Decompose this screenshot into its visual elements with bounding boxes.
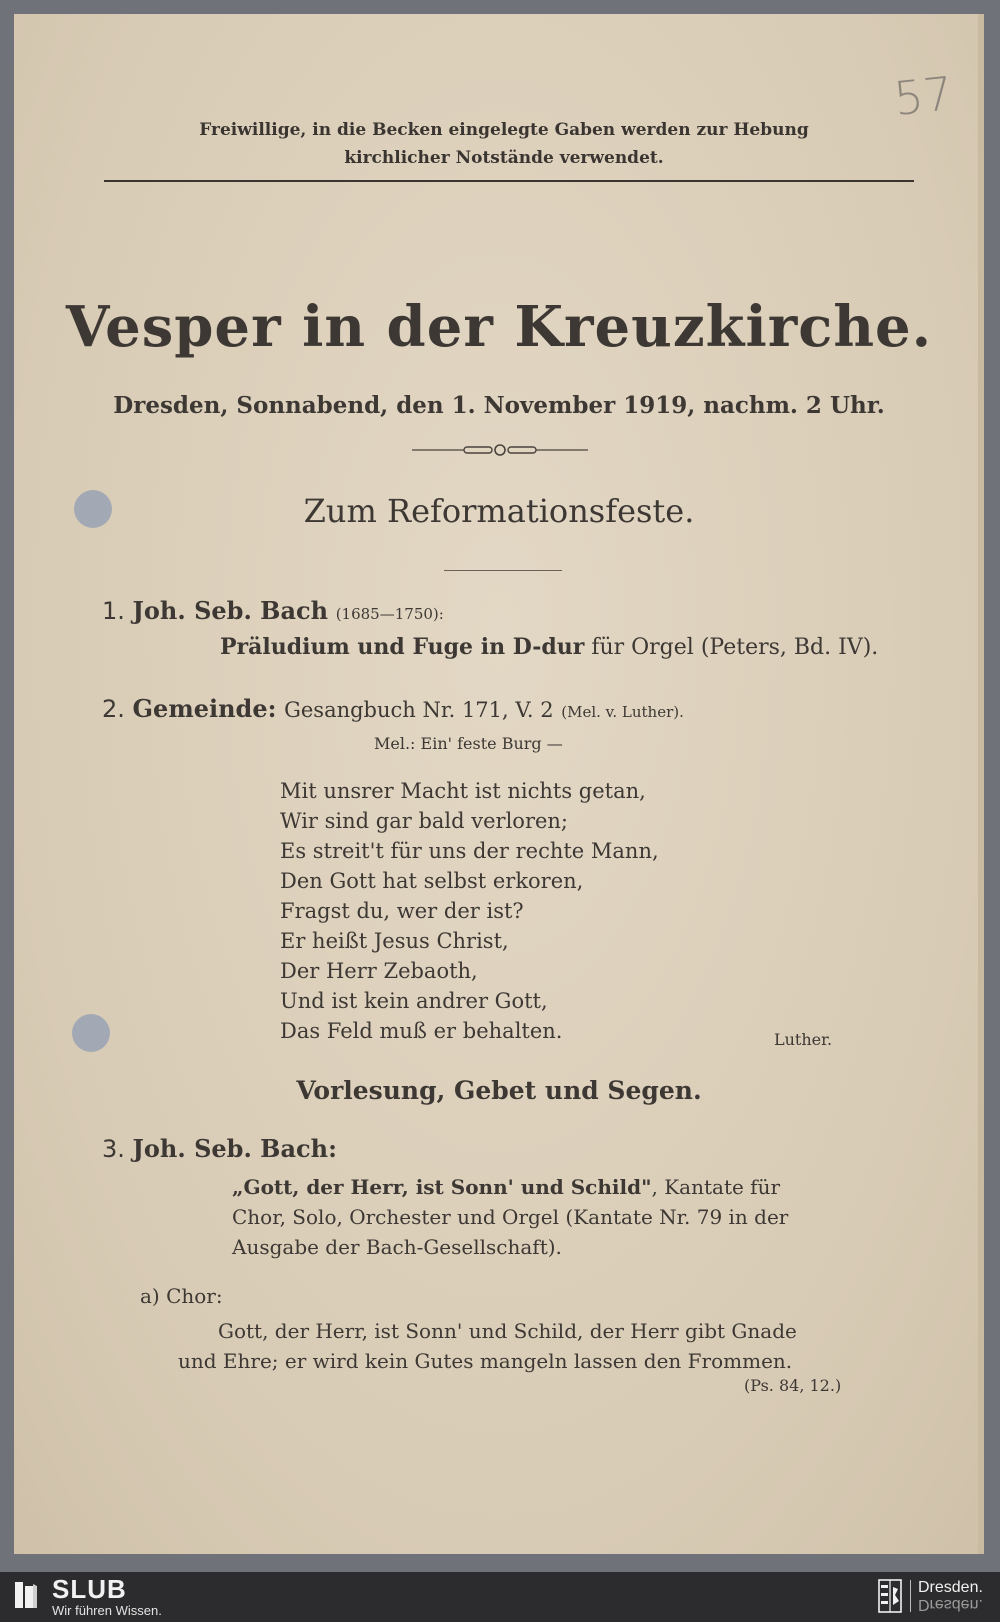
verse-author: Luther. xyxy=(774,1030,833,1049)
page-title: Vesper in der Kreuzkirche. xyxy=(65,294,933,360)
donation-notice xyxy=(104,116,904,172)
item-2-melody: Mel.: Ein' feste Burg — xyxy=(374,734,563,753)
item-1-work: Präludium und Fuge in D-dur xyxy=(220,634,585,660)
item-2-number: 2. xyxy=(102,695,125,723)
verse-line: Das Feld muß er behalten. xyxy=(280,1019,563,1043)
slub-logo-icon xyxy=(14,1580,38,1610)
footer-separator xyxy=(910,1580,911,1612)
item-3-first-line xyxy=(232,1172,892,1202)
header-divider xyxy=(104,180,914,182)
item-3-desc-line-3: Ausgabe der Bach-Gesellschaft). xyxy=(232,1235,562,1259)
page-edge xyxy=(978,14,984,1554)
dresden-wordmark-reflection: Dresden. xyxy=(918,1596,983,1613)
handwritten-page-number: 57 xyxy=(891,66,956,126)
item-3-part-text xyxy=(178,1316,892,1376)
program-item-2 xyxy=(102,694,684,723)
punch-hole-upper xyxy=(74,490,112,528)
verse-line: Er heißt Jesus Christ, xyxy=(280,929,509,953)
date-line: Dresden, Sonnabend, den 1. November 1919, nachm. 2 Uhr. xyxy=(113,392,885,419)
item-1-number: 1. xyxy=(102,597,125,625)
item-1-dates: (1685—1750): xyxy=(335,605,444,623)
item-3-desc-line-2: Chor, Solo, Orchester und Orgel (Kantate Nr. 79 in der xyxy=(232,1205,789,1229)
notice-line-2: kirchlicher Notstände verwendet. xyxy=(344,148,664,168)
slub-tagline: Wir führen Wissen. xyxy=(52,1603,162,1618)
slub-brand: SLUB xyxy=(52,1574,127,1604)
section-divider xyxy=(444,570,562,571)
item-1-details: für Orgel (Peters, Bd. IV). xyxy=(591,635,879,660)
dresden-wordmark: Dresden. xyxy=(918,1579,983,1596)
verse-line: Und ist kein andrer Gott, xyxy=(280,989,548,1013)
verse-line: Den Gott hat selbst erkoren, xyxy=(280,869,584,893)
ornament-divider xyxy=(412,442,592,458)
program-item-3 xyxy=(102,1134,337,1163)
viewer-footer xyxy=(0,1572,1000,1622)
verse-line: Wir sind gar bald verloren; xyxy=(280,809,569,833)
notice-line-1: Freiwillige, in die Becken eingelegte Gaben werden zur Hebung xyxy=(199,120,809,140)
item-3-composer: Joh. Seb. Bach: xyxy=(132,1134,337,1163)
item-3-desc-line-1: , Kantate für xyxy=(651,1175,781,1199)
verse-line: Der Herr Zebaoth, xyxy=(280,959,478,983)
psalm-reference: (Ps. 84, 12.) xyxy=(744,1376,842,1395)
item-3-description xyxy=(232,1172,892,1262)
item-1-composer: Joh. Seb. Bach xyxy=(132,596,329,625)
dresden-crest-icon xyxy=(878,1579,902,1613)
item-2-label: Gemeinde: xyxy=(132,694,277,723)
part-text-line-1: Gott, der Herr, ist Sonn' und Schild, der Herr gibt Gnade xyxy=(218,1319,797,1343)
item-3-work: „Gott, der Herr, ist Sonn' und Schild" xyxy=(232,1175,652,1199)
hymn-verse xyxy=(280,776,659,1046)
verse-line: Es streit't für uns der rechte Mann, xyxy=(280,839,659,863)
item-2-melody-ref: (Mel. v. Luther). xyxy=(561,703,684,721)
verse-line: Mit unsrer Macht ist nichts getan, xyxy=(280,779,646,803)
verse-line: Fragst du, wer der ist? xyxy=(280,899,524,923)
punch-hole-lower xyxy=(72,1014,110,1052)
part-text-line-2: und Ehre; er wird kein Gutes mangeln lassen den Frommen. xyxy=(178,1349,793,1373)
document-page xyxy=(14,14,984,1554)
item-1-work-line xyxy=(220,634,878,660)
program-item-1 xyxy=(102,596,444,625)
item-3-number: 3. xyxy=(102,1135,125,1163)
occasion-heading: Zum Reformationsfeste. xyxy=(303,492,695,530)
interlude-heading: Vorlesung, Gebet und Segen. xyxy=(296,1076,702,1105)
item-3-part-label: a) Chor: xyxy=(140,1284,223,1308)
item-2-hymn: Gesangbuch Nr. 171, V. 2 xyxy=(284,698,554,722)
